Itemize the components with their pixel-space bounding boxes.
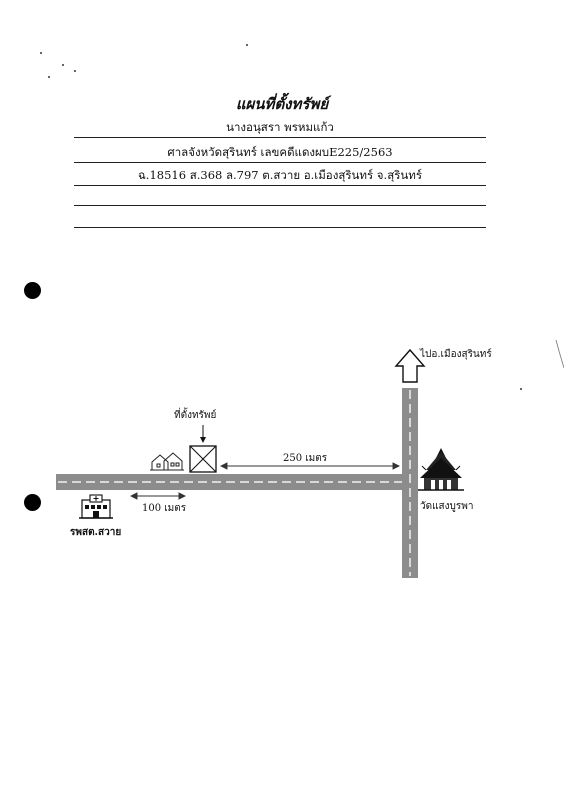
court-case-line: ศาลจังหวัดสุรินทร์ เลขคดีแดงผบE225/2563 — [167, 145, 393, 159]
distance-arrow-hospital — [131, 493, 185, 499]
page-title: แผนที่ตั้งทรัพย์ — [235, 95, 329, 113]
distance-temple-label: 250 เมตร — [283, 453, 328, 464]
temple-icon — [418, 448, 464, 490]
deed-line: ฉ.18516 ส.368 ล.797 ต.สวาย อ.เมืองสุรินทร์ จ.สุรินทร์ — [137, 168, 423, 182]
property-label: ที่ตั้งทรัพย์ — [174, 410, 217, 421]
direction-label: ไปอ.เมืองสุรินทร์ — [420, 349, 492, 360]
temple-label: วัดแสงบูรพา — [420, 501, 474, 512]
main-road-vertical — [402, 388, 418, 578]
house-icon — [150, 453, 184, 470]
scan-mark — [556, 340, 564, 368]
owner-name: นางอนุสรา พรหมแก้ว — [226, 120, 334, 134]
property-marker-icon — [190, 425, 216, 472]
main-road-horizontal — [56, 474, 412, 490]
hospital-label: รพสต.สวาย — [70, 527, 122, 538]
distance-hospital-label: 100 เมตร — [142, 503, 187, 514]
hospital-icon — [79, 495, 113, 518]
